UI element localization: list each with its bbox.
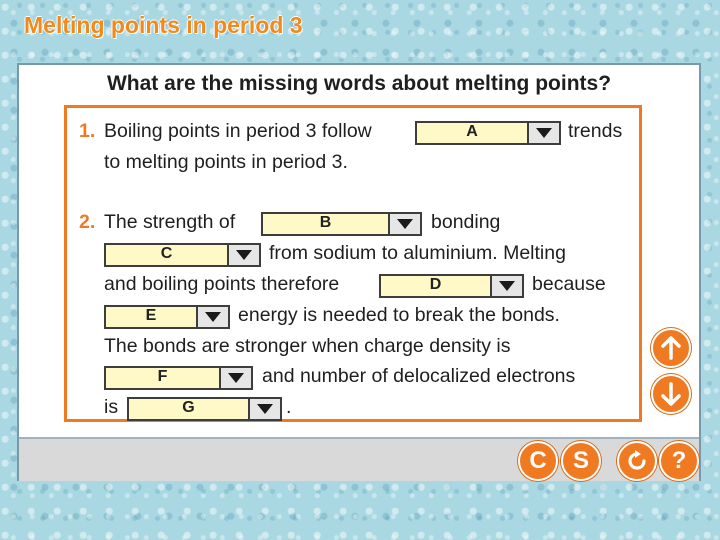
activity-panel (17, 63, 701, 481)
item-2-text-line7-after: . (286, 396, 292, 418)
question-heading: What are the missing words about melting points? (106, 72, 612, 95)
slide-title: Melting points in period 3 (24, 12, 303, 38)
dropdown-c-triangle-down-icon (227, 245, 259, 265)
dropdown-a-label: A (466, 123, 478, 140)
dropdown-a-triangle-down-icon (527, 123, 559, 143)
dropdown-b-label: B (319, 214, 332, 231)
item-1-text-line2: to melting points in period 3. (104, 151, 348, 173)
item-1-number: 1. (79, 120, 96, 142)
item-2-text-line6: and number of delocalized electrons (262, 365, 576, 387)
reset-button[interactable] (617, 441, 657, 481)
dropdown-f[interactable] (104, 366, 253, 390)
reset-icon (625, 449, 649, 473)
item-2-text-line3-before: and boiling points therefore (104, 273, 340, 295)
item-2-number: 2. (79, 211, 96, 233)
dropdown-c-label: C (160, 245, 173, 262)
dropdown-c[interactable] (104, 243, 261, 267)
arrow-up-icon (660, 335, 682, 361)
dropdown-g[interactable] (127, 397, 282, 421)
item-2-text-line1-before: The strength of (104, 211, 236, 233)
dropdown-d[interactable] (379, 274, 524, 298)
dropdown-e-triangle-down-icon (196, 307, 228, 327)
item-1-text-after: trends (568, 120, 623, 142)
arrow-down-icon (660, 381, 682, 407)
dropdown-f-triangle-down-icon (219, 368, 251, 388)
solution-button[interactable]: S (561, 441, 601, 481)
dropdown-f-label: F (157, 368, 168, 385)
dropdown-e-label: E (145, 307, 157, 324)
scroll-up-button[interactable] (651, 328, 691, 368)
item-2-text-line5: The bonds are stronger when charge density is (104, 335, 511, 357)
item-2-text-line3-after: because (532, 273, 606, 295)
item-2-text-line2: from sodium to aluminium. Melting (269, 242, 566, 264)
item-1-text-before: Boiling points in period 3 follow (104, 120, 372, 142)
dropdown-a[interactable] (415, 121, 561, 145)
dropdown-g-triangle-down-icon (248, 399, 280, 419)
dropdown-d-label: D (429, 276, 442, 293)
item-2-text-line1-after: bonding (431, 211, 501, 233)
item-2-text-line7-before: is (104, 396, 119, 418)
dropdown-e[interactable] (104, 305, 230, 329)
item-2-text-line4: energy is needed to break the bonds. (238, 304, 560, 326)
scroll-down-button[interactable] (651, 374, 691, 414)
help-button[interactable]: ? (659, 441, 699, 481)
question-box (64, 105, 642, 422)
dropdown-d-triangle-down-icon (490, 276, 522, 296)
dropdown-b[interactable] (261, 212, 422, 236)
check-button[interactable]: C (518, 441, 558, 481)
dropdown-g-label: G (182, 399, 195, 416)
dropdown-b-triangle-down-icon (388, 214, 420, 234)
footer-bar (19, 437, 699, 481)
